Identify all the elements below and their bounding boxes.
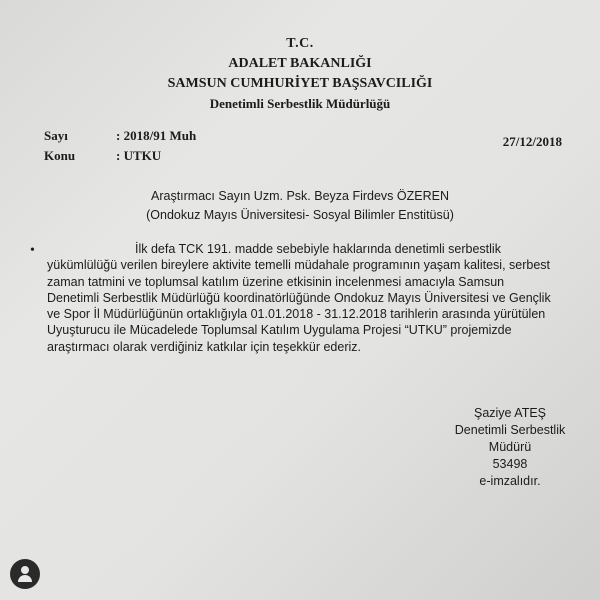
meta-konu-value: : UTKU [116,148,162,163]
recipient-name: Araştırmacı Sayın Uzm. Psk. Beyza Firdevs ÖZEREN [151,189,449,203]
signature-number: 53498 [492,457,528,471]
signature-block [440,405,580,490]
document-meta [44,126,196,166]
signature-title-line1: Denetimli Serbestlik [454,423,566,437]
document-header [0,34,600,114]
body-line: ve Spor İl Müdürlüğünün ortaklığıyla 01.01.2018 - 31.12.2018 tarihlerin arasında yürütülen [47,307,546,322]
avatar-head [21,566,29,574]
meta-sayi-value: : 2018/91 Muh [116,128,197,143]
body-line: araştırmacı olarak verdiğiniz katkılar için teşekkür ederiz. [47,339,362,354]
avatar-torso [18,575,32,582]
user-avatar-icon[interactable] [10,559,40,589]
body-paragraph [47,241,559,355]
meta-sayi-label: Sayı [44,128,68,143]
header-tc: T.C. [286,36,314,51]
body-line: zaman tatmini ve toplumsal katılım üzerine etkisinin incelenmesi amacıyla Samsun [47,274,505,289]
body-line: Denetimli Serbestlik Müdürlüğü koordinatörlüğünde Ondokuz Mayıs Üniversitesi ve Gençlik [47,290,551,305]
signature-name: Şaziye ATEŞ [473,406,547,420]
meta-konu-label: Konu [44,148,76,163]
signature-title-line2: Müdürü [488,440,532,454]
header-directorate: Denetimli Serbestlik Müdürlüğü [209,96,391,111]
header-prosecutor-office: SAMSUN CUMHURİYET BAŞSAVCILIĞI [167,76,433,91]
header-ministry: ADALET BAKANLIĞI [228,56,372,71]
meta-konu-row [44,146,196,166]
meta-sayi-row [44,126,196,146]
body-line: Uyuşturucu ile Mücadelede Toplumsal Katılım Uygulama Projesi “UTKU” projemizde [47,323,512,338]
document-date: 27/12/2018 [502,134,562,149]
recipient-block [0,187,600,225]
body-bullet: • [30,243,35,258]
body-line: yükümlülüğü verilen bireylere aktivite temelli müdahale programının yaşam kalitesi, serbest [47,258,551,273]
body-line: İlk defa TCK 191. madde sebebiyle haklarında denetimli serbestlik [135,242,501,256]
signature-note: e-imzalıdır. [479,474,541,488]
recipient-institution: (Ondokuz Mayıs Üniversitesi- Sosyal Bilimler Enstitüsü) [146,208,454,222]
